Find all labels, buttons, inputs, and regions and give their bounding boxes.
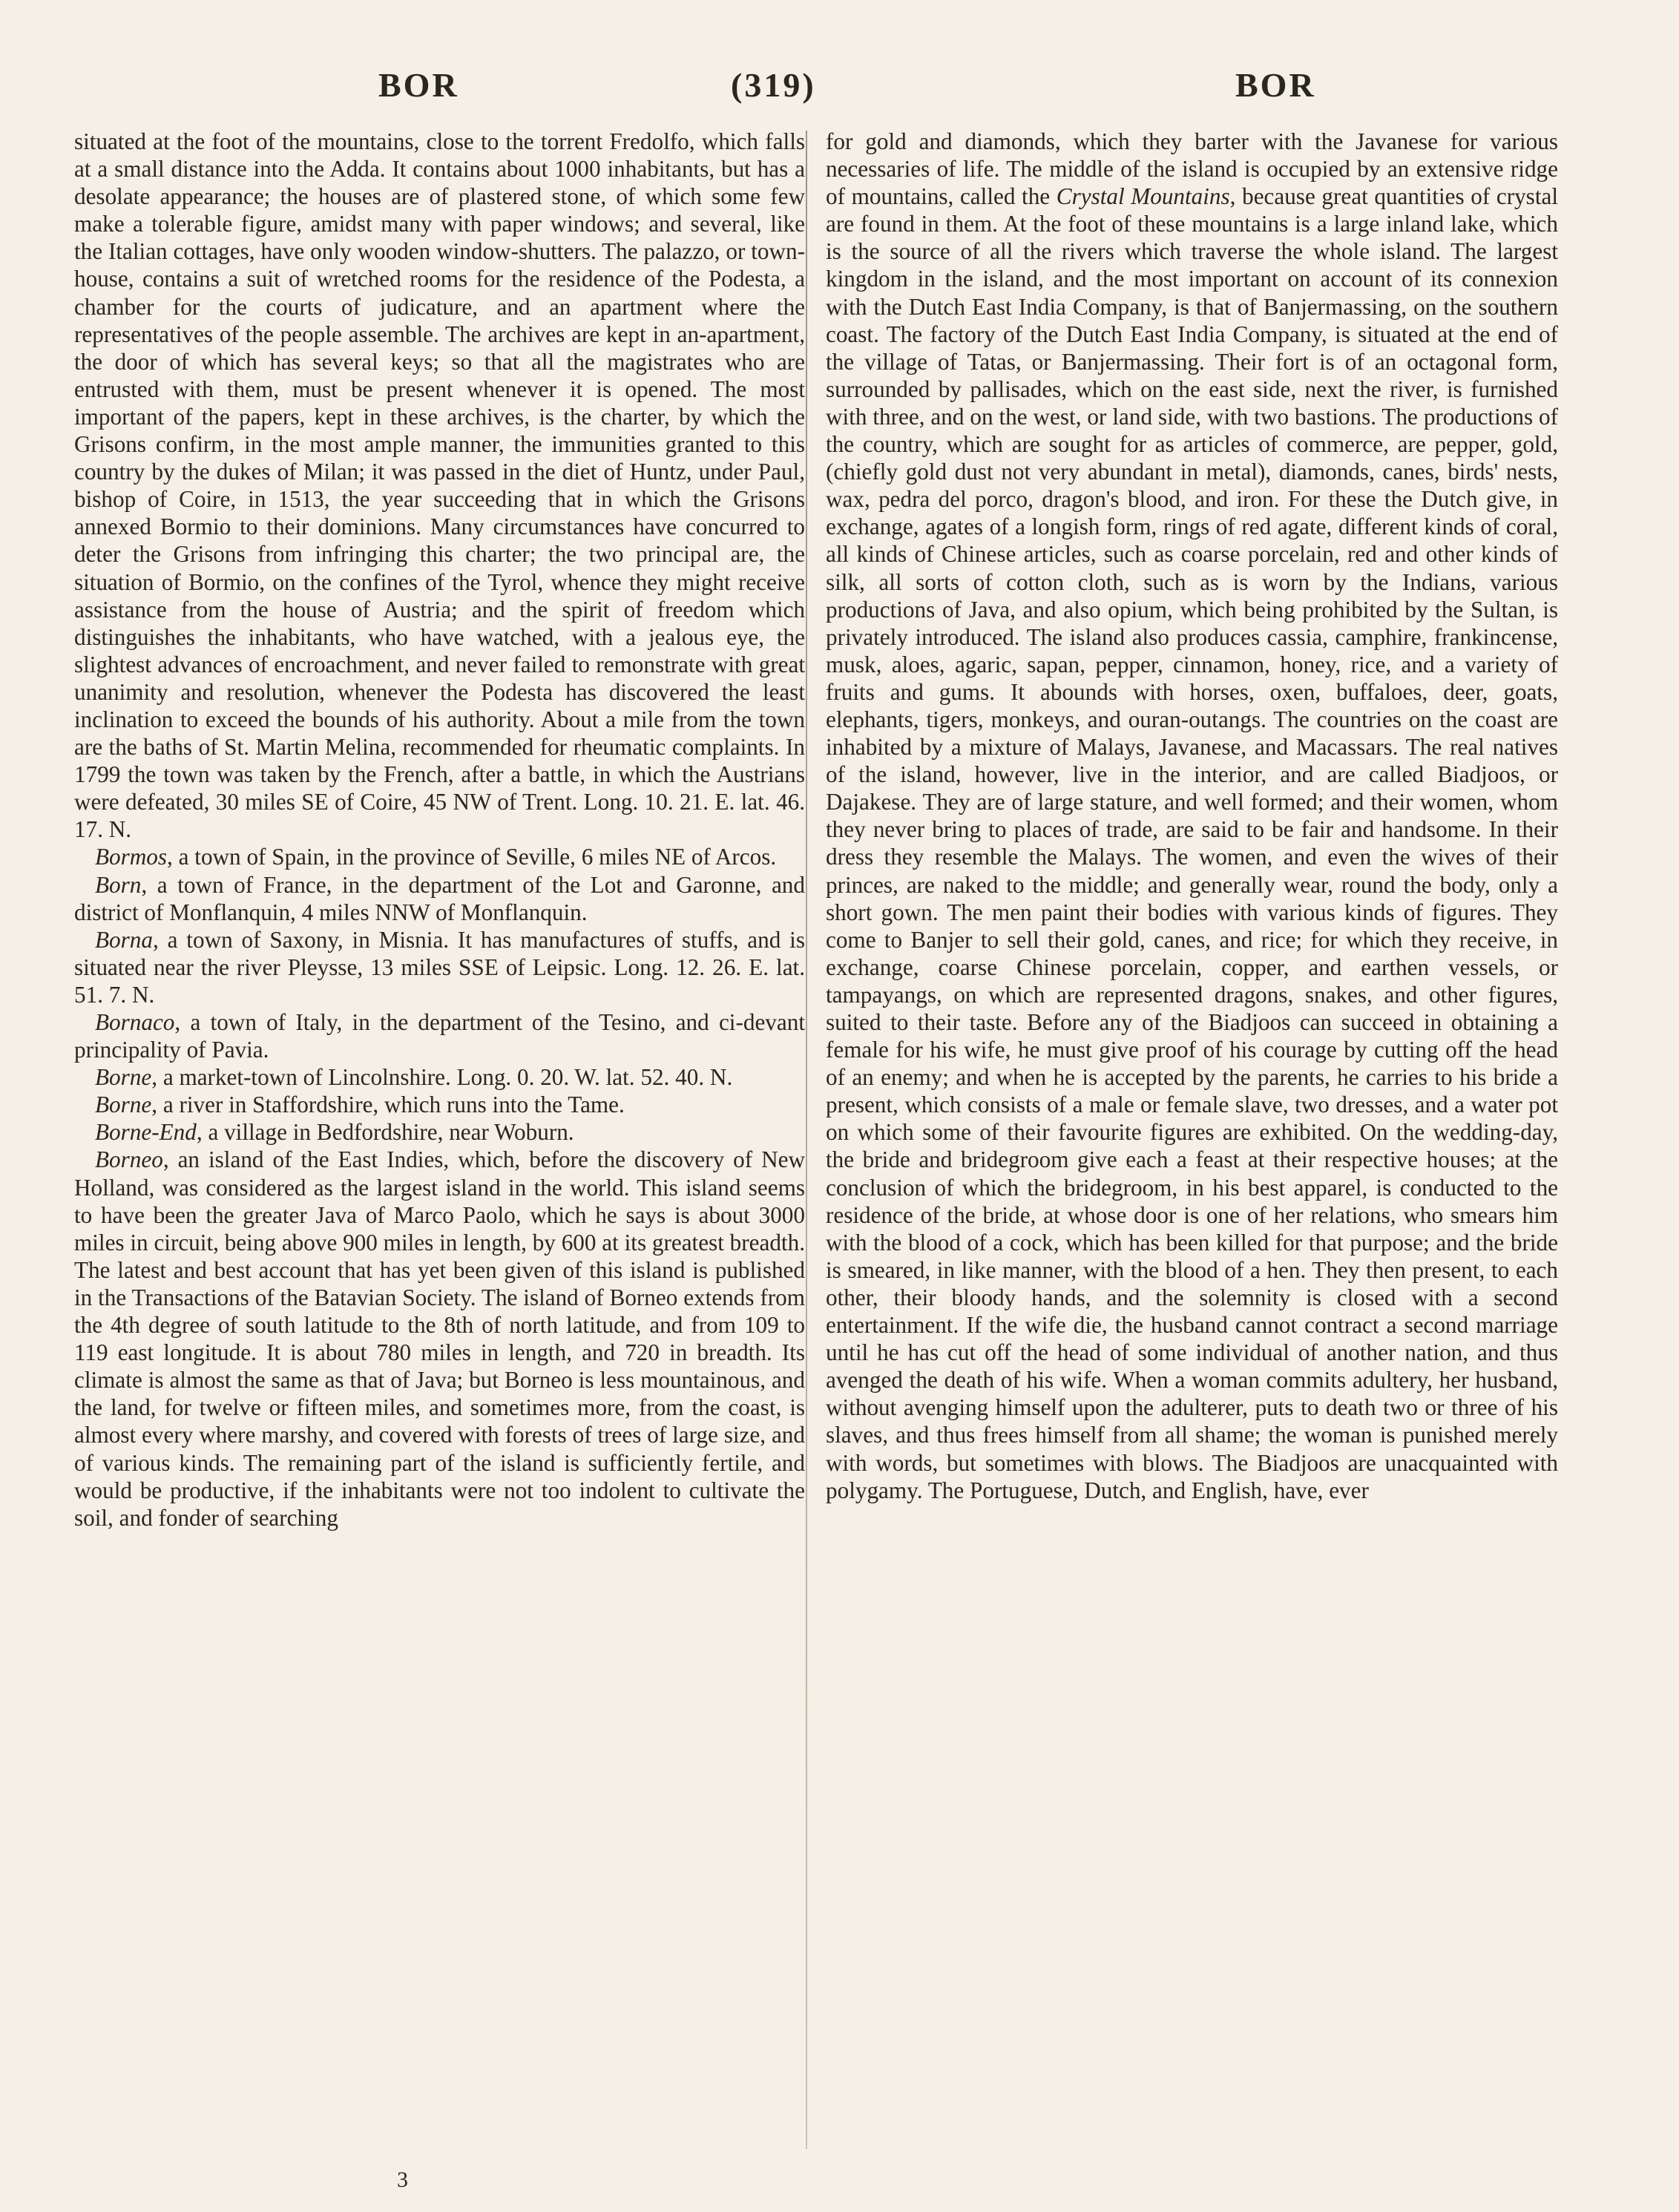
page-number: (319) <box>731 66 816 104</box>
left-column <box>74 128 805 1532</box>
entry-head: Borne-End <box>95 1119 197 1146</box>
entry-head: Borne <box>95 1064 152 1091</box>
italic-term: Crystal Mountains <box>1056 183 1230 210</box>
entry-head: Borneo <box>95 1146 163 1173</box>
column-divider <box>806 131 807 2149</box>
entry-borne-end <box>74 1118 805 1146</box>
body-text: , because great quantities of crystal are found in them. At the foot of these mountains is a large inland lake, which is the source of all the rivers which traverse the whole island. The largest kingdom in the island, and the most important on account of its connexion with the Dutch East India Company, is that of Banjermassing, on the southern coast. The factory of the Dutch East India Company, is situated at the end of the village of Tatas, or Banjermassing. Their fort is of an octagonal form, surrounded by pallisades, which on the east side, next the river, is furnished with three, and on the west, or land side, with two bastions. The productions of the country, which are sought for as articles of commerce, are pepper, gold, (chiefly gold dust not very abundant in metal), diamonds, canes, birds' nests, wax, pedra del porco, dragon's blood, and iron. For these the Dutch give, in exchange, agates of a longish form, rings of red agate, different kinds of coral, all kinds of Chinese articles, such as coarse porcelain, red and other kinds of silk, all sorts of cotton cloth, such as is worn by the Indians, various productions of Java, and also opium, which being prohibited by the Sultan, is privately introduced. The island also produces cassia, camphire, frankincense, musk, aloes, agaric, sapan, pepper, cinnamon, honey, rice, and a variety of fruits and gums. It abounds with horses, oxen, buffaloes, deer, goats, elephants, tigers, monkeys, and ouran-outangs. The countries on the coast are inhabited by a mixture of Malays, Javanese, and Macassars. The real natives of the island, however, live in the interior, and are called Biadjoos, or Dajakese. They are of large stature, and well formed; and their women, whom they never bring to places of trade, are said to be fair and handsome. In their dress they resemble the Malays. The women, and even the wives of their princes, are naked to the middle; and generally wear, round the body, only a short gown. The men paint their bodies with various kinds of figures. They come to Banjer to sell their gold, canes, and rice; for which they receive, in exchange, coarse Chinese porcelain, copper, and earthen vessels, or tampayangs, on which are represented dragons, snakes, and other figures, suited to their taste. Before any of the Biadjoos can succeed in obtaining a female for his wife, he must give proof of his courage by cutting off the head of an enemy; and when he is accepted by the parents, he carries to his bride a present, which consists of a male or female slave, two dresses, and a water pot on which some of their favourite figures are exhibited. On the wedding-day, the bride and bridegroom give each a feast at their respective houses; at the conclusion of which the bridegroom, in his best apparel, is conducted to the residence of the bride, at whose door is one of her relations, who smears him with the blood of a cock, which has been killed for that purpose; and the bride is smeared, in like manner, with the blood of a hen. They then present, to each other, their bloody hands, and the solemnity is closed with a second entertainment. If the wife die, the husband cannot contract a second marriage until he has cut off the head of some individual of another nation, and thus avenged the death of his wife. When a woman commits adultery, her husband, without avenging himself upon the adulterer, puts to death two or three of his slaves, and thus frees himself from all shame; the woman is punished merely with words, but sometimes with blows. The Biadjoos are unacquainted with polygamy. The Portuguese, Dutch, and English, have, ever <box>826 183 1558 1503</box>
signature-mark: 3 <box>397 2167 408 2192</box>
body-text: for gold and diamonds, which they barter with the Javanese for various necessaries of life. The middle of the island is occupied by an extensive ridge of mountains, called the <box>826 128 1558 210</box>
entry-body: , an island of the East Indies, which, before the discovery of New Holland, was considered as the largest island in the world. This island seems to have been the greater Java of Marco Paolo, which he says is about 3000 miles in circuit, being above 900 miles in length, by 600 at its greatest breadth. The latest and best account that has yet been given of this island is published in the Transactions of the Batavian Society. The island of Borneo extends from the 4th degree of south latitude to the 8th of north latitude, and from 109 to 119 east longitude. It is about 780 miles in length, and 720 in breadth. Its climate is almost the same as that of Java; but Borneo is less mountainous, and the land, for twelve or fifteen miles, and sometimes more, from the coast, is almost every where marshy, and covered with forests of trees of large size, and of various kinds. The remaining part of the island is sufficiently fertile, and would be productive, if the inhabitants were not too indolent to cultivate the soil, and fonder of searching <box>74 1146 805 1531</box>
entry-head: Borna <box>95 926 153 953</box>
entry-bornaco <box>74 1008 805 1063</box>
entry-body: , a town of Italy, in the department of the Tesino, and ci-devant principality of Pavia. <box>74 1009 805 1063</box>
header-right: BOR <box>1235 66 1316 104</box>
entry-head: Borne <box>95 1092 152 1118</box>
entry-body: , a village in Bedfordshire, near Woburn. <box>196 1119 574 1146</box>
entry-bormos <box>74 843 805 870</box>
right-column <box>826 128 1558 1504</box>
entry-head: Born <box>95 871 142 898</box>
header-left: BOR <box>378 66 459 104</box>
entry-body: , a river in Staffordshire, which runs into the Tame. <box>151 1092 625 1118</box>
entry-body: , a town of Saxony, in Misnia. It has manufactures of stuffs, and is situated near the river Pleysse, 13 miles SSE of Leipsic. Long. 12. 26. E. lat. 51. 7. N. <box>74 926 805 1008</box>
running-header <box>0 65 1679 125</box>
entry-head: Bormos <box>95 844 168 870</box>
entry-body: , a town of Spain, in the province of Seville, 6 miles NE of Arcos. <box>167 844 777 870</box>
entry-bormio-continued: situated at the foot of the mountains, close to the torrent Fredolfo, which falls at a small distance into the Adda. It contains about 1000 inhabitants, but has a desolate appearance; the houses are of plastered stone, of which some few make a tolerable figure, amidst many with paper windows; and several, like the Italian cottages, have only wooden window-shutters. The palazzo, or town-house, contains a suit of wretched rooms for the residence of the Podesta, a chamber for the courts of judicature, and an apartment where the representatives of the people assemble. The archives are kept in an-apartment, the door of which has several keys; so that all the magistrates who are entrusted with them, must be present whenever it is opened. The most important of the papers, kept in these archives, is the charter, by which the Grisons confirm, in the most ample manner, the immunities granted to this country by the dukes of Milan; it was passed in the diet of Huntz, under Paul, bishop of Coire, in 1513, the year succeeding that in which the Grisons annexed Bormio to their dominions. Many circumstances have concurred to deter the Grisons from infringing this charter; the two principal are, the situation of Bormio, on the confines of the Tyrol, whence they might receive assistance from the house of Austria; and the spirit of freedom which distinguishes the inhabitants, who have watched, with a jealous eye, the slightest advances of encroachment, and never failed to remonstrate with great unanimity and resolution, whenever the Podesta has discovered the least inclination to exceed the bounds of his authority. About a mile from the town are the baths of St. Martin Melina, recommended for rheumatic complaints. In 1799 the town was taken by the French, after a battle, in which the Austrians were defeated, 30 miles SE of Coire, 45 NW of Trent. Long. 10. 21. E. lat. 46. 17. N. <box>74 128 805 843</box>
entry-body: , a market-town of Lincolnshire. Long. 0. 20. W. lat. 52. 40. N. <box>151 1064 733 1091</box>
entry-borne-town <box>74 1063 805 1091</box>
entry-borna <box>74 926 805 1008</box>
entry-borneo <box>74 1146 805 1531</box>
entry-body: , a town of France, in the department of the Lot and Garonne, and district of Monflanquin, 4 miles NNW of Monflanquin. <box>74 871 805 925</box>
entry-borne-river <box>74 1091 805 1118</box>
entry-borneo-continued <box>826 128 1558 1504</box>
entry-born <box>74 871 805 926</box>
entry-head: Bornaco <box>95 1009 175 1035</box>
